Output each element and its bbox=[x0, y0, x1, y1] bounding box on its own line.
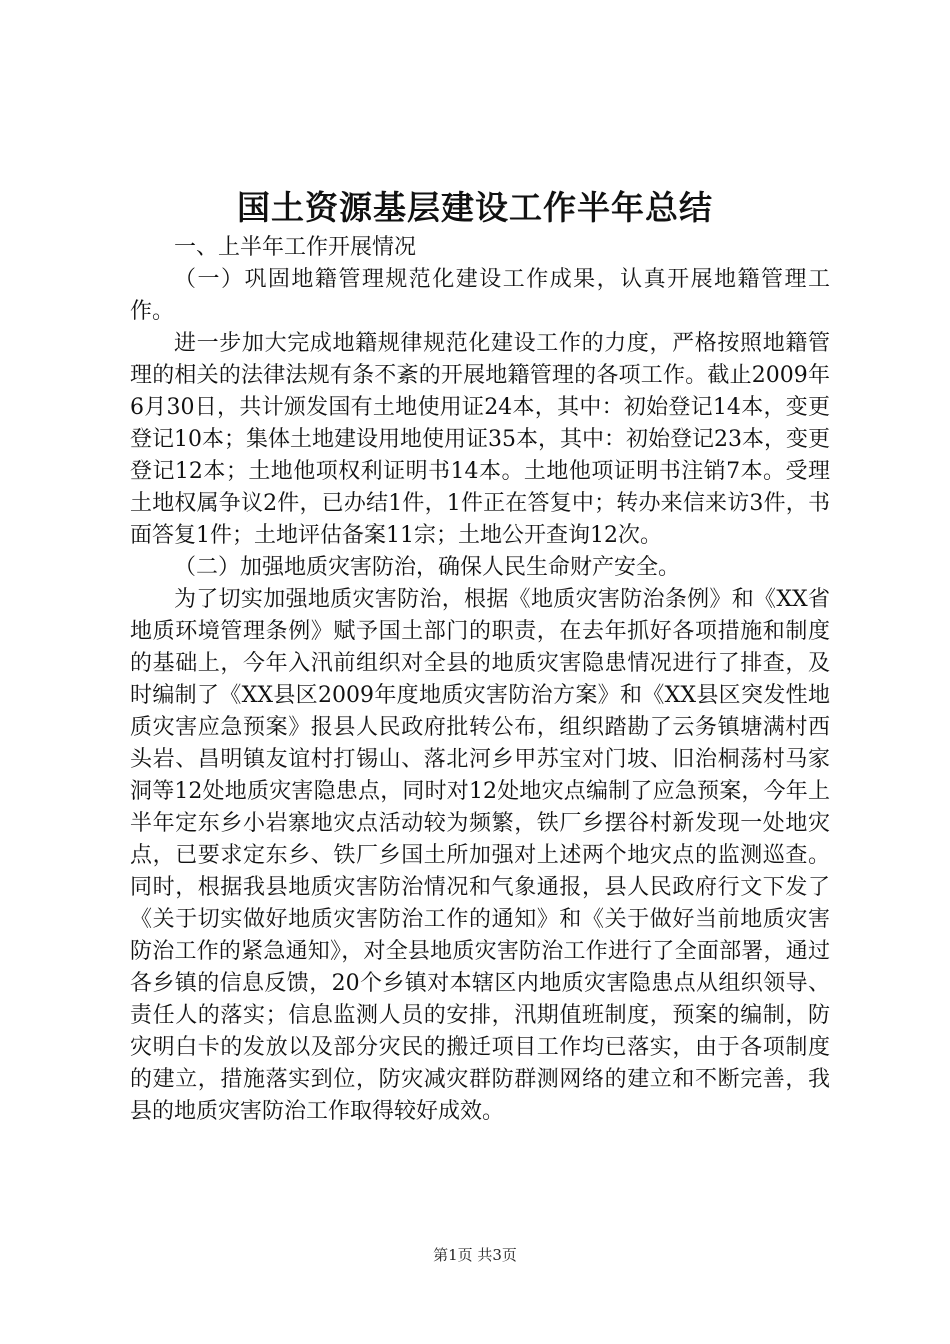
body-paragraph-1: 进一步加大完成地籍规律规范化建设工作的力度，严格按照地籍管理的相关的法律法规有条不紊的开展地籍管理的各项工作。截止2009年6月30日，共计颁发国有土地使用证24本，其中：初始登记14本，变更登记10本；集体土地建设用地使用证35本，其中：初始登记23本，变更登记12本；土地他项权利证明书14本。土地他项证明书注销7本。受理土地权属争议2件，已办结1件，1件正在答复中；转办来信来访3件，书面答复1件；土地评估备案11宗；土地公开查询12次。 bbox=[130, 331, 830, 548]
document-title: 国土资源基层建设工作半年总结 bbox=[237, 188, 713, 227]
section-heading: 一、上半年工作开展情况 bbox=[174, 235, 417, 260]
subsection-heading-1: （一）巩固地籍管理规范化建设工作成果，认真开展地籍管理工作。 bbox=[130, 267, 830, 324]
subsection-heading-2: （二）加强地质灾害防治，确保人民生命财产安全。 bbox=[174, 555, 681, 580]
body-paragraph-2: 为了切实加强地质灾害防治，根据《地质灾害防治条例》和《XX省地质环境管理条例》赋予国土部门的职责，在去年抓好各项措施和制度的基础上，今年入汛前组织对全县的地质灾害隐患情况进行了排查，及时编制了《XX县区2009年度地质灾害防治方案》和《XX县区突发性地质灾害应急预案》报县人民政府批转公布，组织踏勘了云务镇塘满村西头岩、昌明镇友谊村打锡山、落北河乡甲苏宝对门坡、旧治桐荡村马家洞等12处地质灾害隐患点，同时对12处地灾点编制了应急预案，今年上半年定东乡小岩寨地灾点活动较为频繁，铁厂乡摆谷村新发现一处地灾点，已要求定东乡、铁厂乡国土所加强对上述两个地灾点的监测巡查。同时，根据我县地质灾害防治情况和气象通报，县人民政府行文下发了《关于切实做好地质灾害防治工作的通知》和《关于做好当前地质灾害防治工作的紧急通知》，对全县地质灾害防治工作进行了全面部署，通过各乡镇的信息反馈，20个乡镇对本辖区内地质灾害隐患点从组织领导、责任人的落实；信息监测人员的安排，汛期值班制度，预案的编制，防灾明白卡的发放以及部分灾民的搬迁项目工作均已落实，由于各项制度的建立，措施落实到位，防灾减灾群防群测网络的建立和不断完善，我县的地质灾害防治工作取得较好成效。 bbox=[130, 587, 830, 1124]
document-body bbox=[130, 232, 830, 1128]
page-footer: 第1页 共3页 bbox=[433, 1246, 517, 1264]
